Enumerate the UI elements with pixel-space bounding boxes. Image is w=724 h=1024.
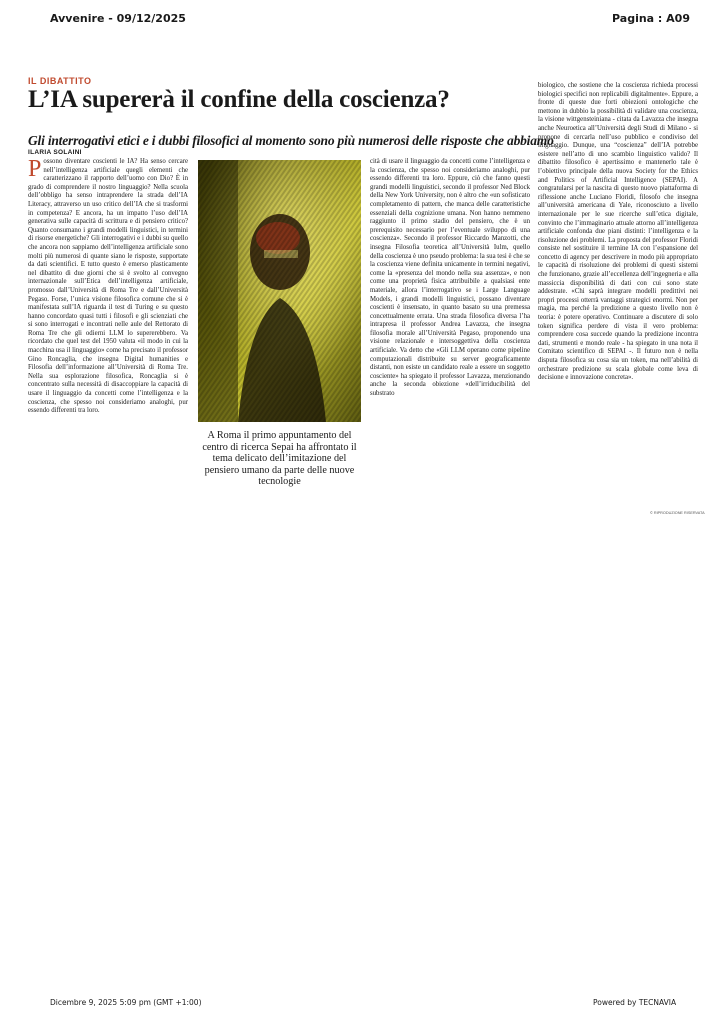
copyright-notice: © RIPRODUZIONE RISERVATA xyxy=(650,511,705,515)
article-column-2 xyxy=(370,158,530,513)
article-column-3 xyxy=(538,82,698,507)
photo-caption: A Roma il primo appuntamento del centro di ricerca Sepai ha affrontato il tema delicato dell’imitazione del pensiero umano da parte delle nuove tecnologie xyxy=(202,430,357,488)
column-2-text: cità di usare il linguaggio da concetti come l’intelligenza e la coscienza, che spesso noi consideriamo analoghi, pur essendo differenti tra loro. Eppure, ciò che fanno questi grandi modelli linguistici, secondo il professor Ned Block della New York University, non è altro che «un sofisticato completamento di pattern, che manca delle caratteristiche essenziali della cognizione umana. Non hanno nemmeno raggiunto il primo stadio del pensiero, che è un prerequisito necessario per l’eventuale sviluppo di una coscienza». Secondo il professor Riccardo Manzotti, che insegna Filosofia teoretica all’Università Iulm, quello della coscienza è uno pseudo problema: la sua tesi è che se la coscienza viene definita unicamente in termini negativi, come la «presenza del mondo nella sua assenza», e non come una proprietà fisica attribuibile a qualsiasi ente materiale, allora l’interrogativo se i Large Language Models, i grandi modelli linguistici, possano diventare coscienti è insensato, in quanto basato su una premessa concettualmente errata. Una strada filosofica diversa l’ha intrapresa il professor Andrea Lavazza, che insegna filosofia morale all’Università Pegaso, proponendo una visione relazionale e intersoggettiva della coscienza artificiale. Va detto che «Gli LLM operano come pipeline computazionali distribuite su server geograficamente distanti, non esiste un candidato reale a essere un soggetto cosciente» ha spiegato il professor Lavazza, menzionando anche la seconda obiezione «dell’irriducibilità del substrato xyxy=(370,158,530,398)
photo-illustration xyxy=(198,160,361,422)
article-title: L’IA supererà il confine della coscienza? xyxy=(28,86,450,113)
column-1-text: ossono diventare coscienti le IA? Ha senso cercare nell’intelligenza artificiale quegli elementi che caratterizzano il rapporto dell’uomo con Dio? È in grado di comprendere il nostro linguaggio? Nella scuola dell’obbligo ha senso intraprendere la strada dell’IA Literacy, attraverso un uso critico dell’IA che si trasformi in competenza? E ancora, ha un impatto l’uso dell’IA generativa sulle capacità di scrittura e di pensiero critico? Quanto consumano i grandi modelli linguistici, in termini di risorse energetiche? Gli interrogativi e i dubbi su quello che ancora non sappiamo dell’intelligenza artificiale sono molti più numerosi di quante siano le risposte, supportate da dati scientifici. E tutto questo è emerso plasticamente nel dibattito di due giorni che si è svolto al convegno internazionale sull’Etica dell’intelligenza artificiale, promosso dall’Università di Roma Tre e dall’Università Pegaso. Forse, l’unica visione filosofica comune che si è manifestata sull’IA riguarda il test di Turing e su questo hanno concordato quasi tutti i filosofi e gli scienziati che si sono interrogati e incontrati nelle aule del Rettorato di Roma Tre che gli odierni LLM lo supererebbero. Va ricordato che quel test del 1950 valuta «il modo in cui la macchina usa il linguaggio» come ha precisato il professor Gino Roncaglia, che insegna Digital humanities e Filosofia dell’informazione all’Università di Roma Tre. Nella sua esplorazione filosofica, Roncaglia si è concentrato sulla necessità di disaccoppiare la capacità di usare il linguaggio da concetti come l’intelligenza e la coscienza, che spesso noi consideriamo analoghi, pur essendo differenti tra loro. xyxy=(28,158,188,415)
article-column-1 xyxy=(28,158,188,503)
section-label: IL DIBATTITO xyxy=(28,76,92,86)
drop-cap: P xyxy=(28,158,42,182)
article-subtitle: Gli interrogativi etici e i dubbi filosofici al momento sono più numerosi delle risposte che abbiamo xyxy=(28,133,554,148)
footer-timestamp: Dicembre 9, 2025 5:09 pm (GMT +1:00) xyxy=(50,998,202,1007)
header-newspaper-date: Avvenire - 09/12/2025 xyxy=(50,12,186,25)
column-3-text: biologico, che sostiene che la coscienza richieda processi biologici specifici non replicabili digitalmente». Eppure, a fronte di queste due forti obiezioni ontologiche che mettono in dubbio la possibilità di validare una coscienza, la visione wittgensteiniana - citata da Lavazza che insegna anche Neuroetica all’Università degli Studi di Milano - si propone di cercarla nell’uso pubblico e condiviso del linguaggio. Dunque, una “coscienza” dell’IA potrebbe esistere nell’atto di uno scambio linguistico valido? Il dibattito filosofico è apertissimo e mantenerlo tale è l’obiettivo principale della nuova Society for the Ethics and Politics of Artificial Intelligence (SEPAI). A congratularsi per la nascita di questo nuovo piattaforma di riflessione anche Luciano Floridi, filosofo che insegna all’università americana di Yale, riconosciuto a livello internazionale per le sue ricerche sull’etica digitale, convinto che l’immaginario attuale attorno all’intelligenza artificiale confonda due piani distinti: l’intelligenza e la risoluzione dei problemi. La proposta del professor Floridi consiste nel sostituire il termine IA con l’espansione del concetto di agency per descrivere in modo più appropriato le capacità di risoluzione dei problemi di questi sistemi che funzionano, grazie all’eccellenza dell’ingegneria e alla massiccia disponibilità di dati con cui sono state addestrate. «Chi saprà integrare modelli predittivi nei propri processi otterrà vantaggi strategici enormi. Non per magia, ma perché la predizione a questo livello non è teoria: è potere operativo. Continuare a discutere di solo token significa perdere di vista il vero problema: comprendere cosa succede quando la predizione incontra dati, strumenti e mondo reale - ha spiegato in una nota il Comitato scientifico di SEPAI -. Il futuro non è nella disputa filosofica su cosa sia un token, ma nell’abilità di orchestrare predizione su scala globale come leva di decisione e innovazione concreta». xyxy=(538,82,698,382)
header-page-number: Pagina : A09 xyxy=(612,12,690,25)
article-author: ILARIA SOLAINI xyxy=(28,149,82,156)
footer-powered-by: Powered by TECNAVIA xyxy=(593,998,677,1007)
abstract-head-photo xyxy=(198,160,361,422)
